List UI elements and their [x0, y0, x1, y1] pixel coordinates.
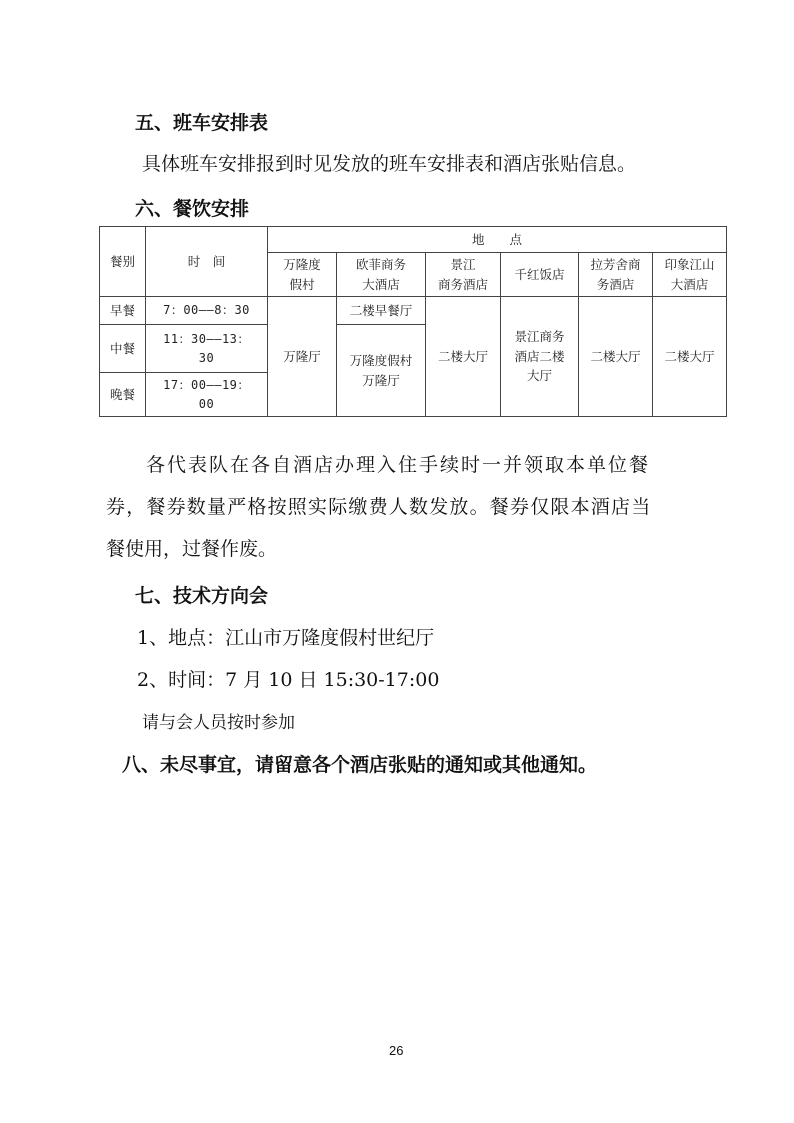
meal-time [146, 373, 268, 417]
meal-para-line2: 券，餐券数量严格按照实际缴费人数发放。餐券仅限本酒店当 [106, 496, 652, 518]
cell-oufei-breakfast: 二楼早餐厅 [337, 297, 426, 325]
hotel-header [501, 253, 579, 297]
section7-heading: 七、技术方向会 [135, 585, 269, 607]
meal-time [146, 325, 268, 373]
cell-jingjiang: 二楼大厅 [426, 297, 501, 417]
hotel-name: 拉芳舍商 务酒店 [590, 257, 641, 292]
hotel-name: 欧菲商务 大酒店 [355, 257, 406, 292]
section8-heading: 八、未尽事宜，请留意各个酒店张贴的通知或其他通知。 [122, 754, 598, 776]
page-number: 26 [389, 1043, 404, 1058]
hotel-header [426, 253, 501, 297]
hotel-name: 印象江山 大酒店 [664, 257, 715, 292]
meal-name: 早餐 [100, 297, 146, 325]
meal-time [146, 297, 268, 325]
hotel-name: 景江 商务酒店 [437, 257, 488, 292]
meal-para-line1: 各代表队在各自酒店办理入住手续时一并领取本单位餐 [146, 454, 651, 476]
cell-qianhong [501, 297, 579, 417]
section5-text: 具体班车安排报到时见发放的班车安排表和酒店张贴信息。 [142, 153, 637, 175]
meal-name: 晚餐 [100, 373, 146, 417]
meeting-note: 请与会人员按时参加 [142, 713, 295, 733]
hotel-name: 万隆度 假村 [283, 257, 321, 292]
hotel-header [268, 253, 337, 297]
hotel-header [653, 253, 727, 297]
section6-heading: 六、餐饮安排 [135, 198, 250, 220]
cell-wanlong: 万隆厅 [268, 297, 337, 417]
meal-time-text: 17：00——19： 00 [163, 377, 250, 411]
hotel-name: 千红饭店 [514, 266, 565, 282]
header-meal: 餐别 [100, 227, 146, 297]
meal-time-text: 7：00——8：30 [163, 303, 250, 318]
cell-qianhong-text: 景江商务 酒店二楼 大厅 [514, 329, 565, 384]
cell-yinxiang: 二楼大厅 [653, 297, 727, 417]
section5-heading: 五、班车安排表 [135, 112, 269, 134]
cell-oufei-other [337, 325, 426, 417]
meeting-location: 1、地点：江山市万隆度假村世纪厅 [137, 627, 435, 649]
header-time: 时 间 [146, 227, 268, 297]
meal-time-text: 11：30——13： 30 [163, 331, 250, 365]
meal-schedule-table [99, 226, 727, 417]
cell-oufei-other-text: 万隆度假村 万隆厅 [349, 353, 413, 388]
meal-para-line3: 餐使用，过餐作废。 [106, 538, 278, 560]
meeting-time: 2、时间：7 月 10 日 15:30-17:00 [137, 669, 440, 691]
meal-name: 中餐 [100, 325, 146, 373]
hotel-header [579, 253, 653, 297]
hotel-header [337, 253, 426, 297]
cell-lafangshe: 二楼大厅 [579, 297, 653, 417]
header-location: 地 点 [268, 227, 727, 253]
